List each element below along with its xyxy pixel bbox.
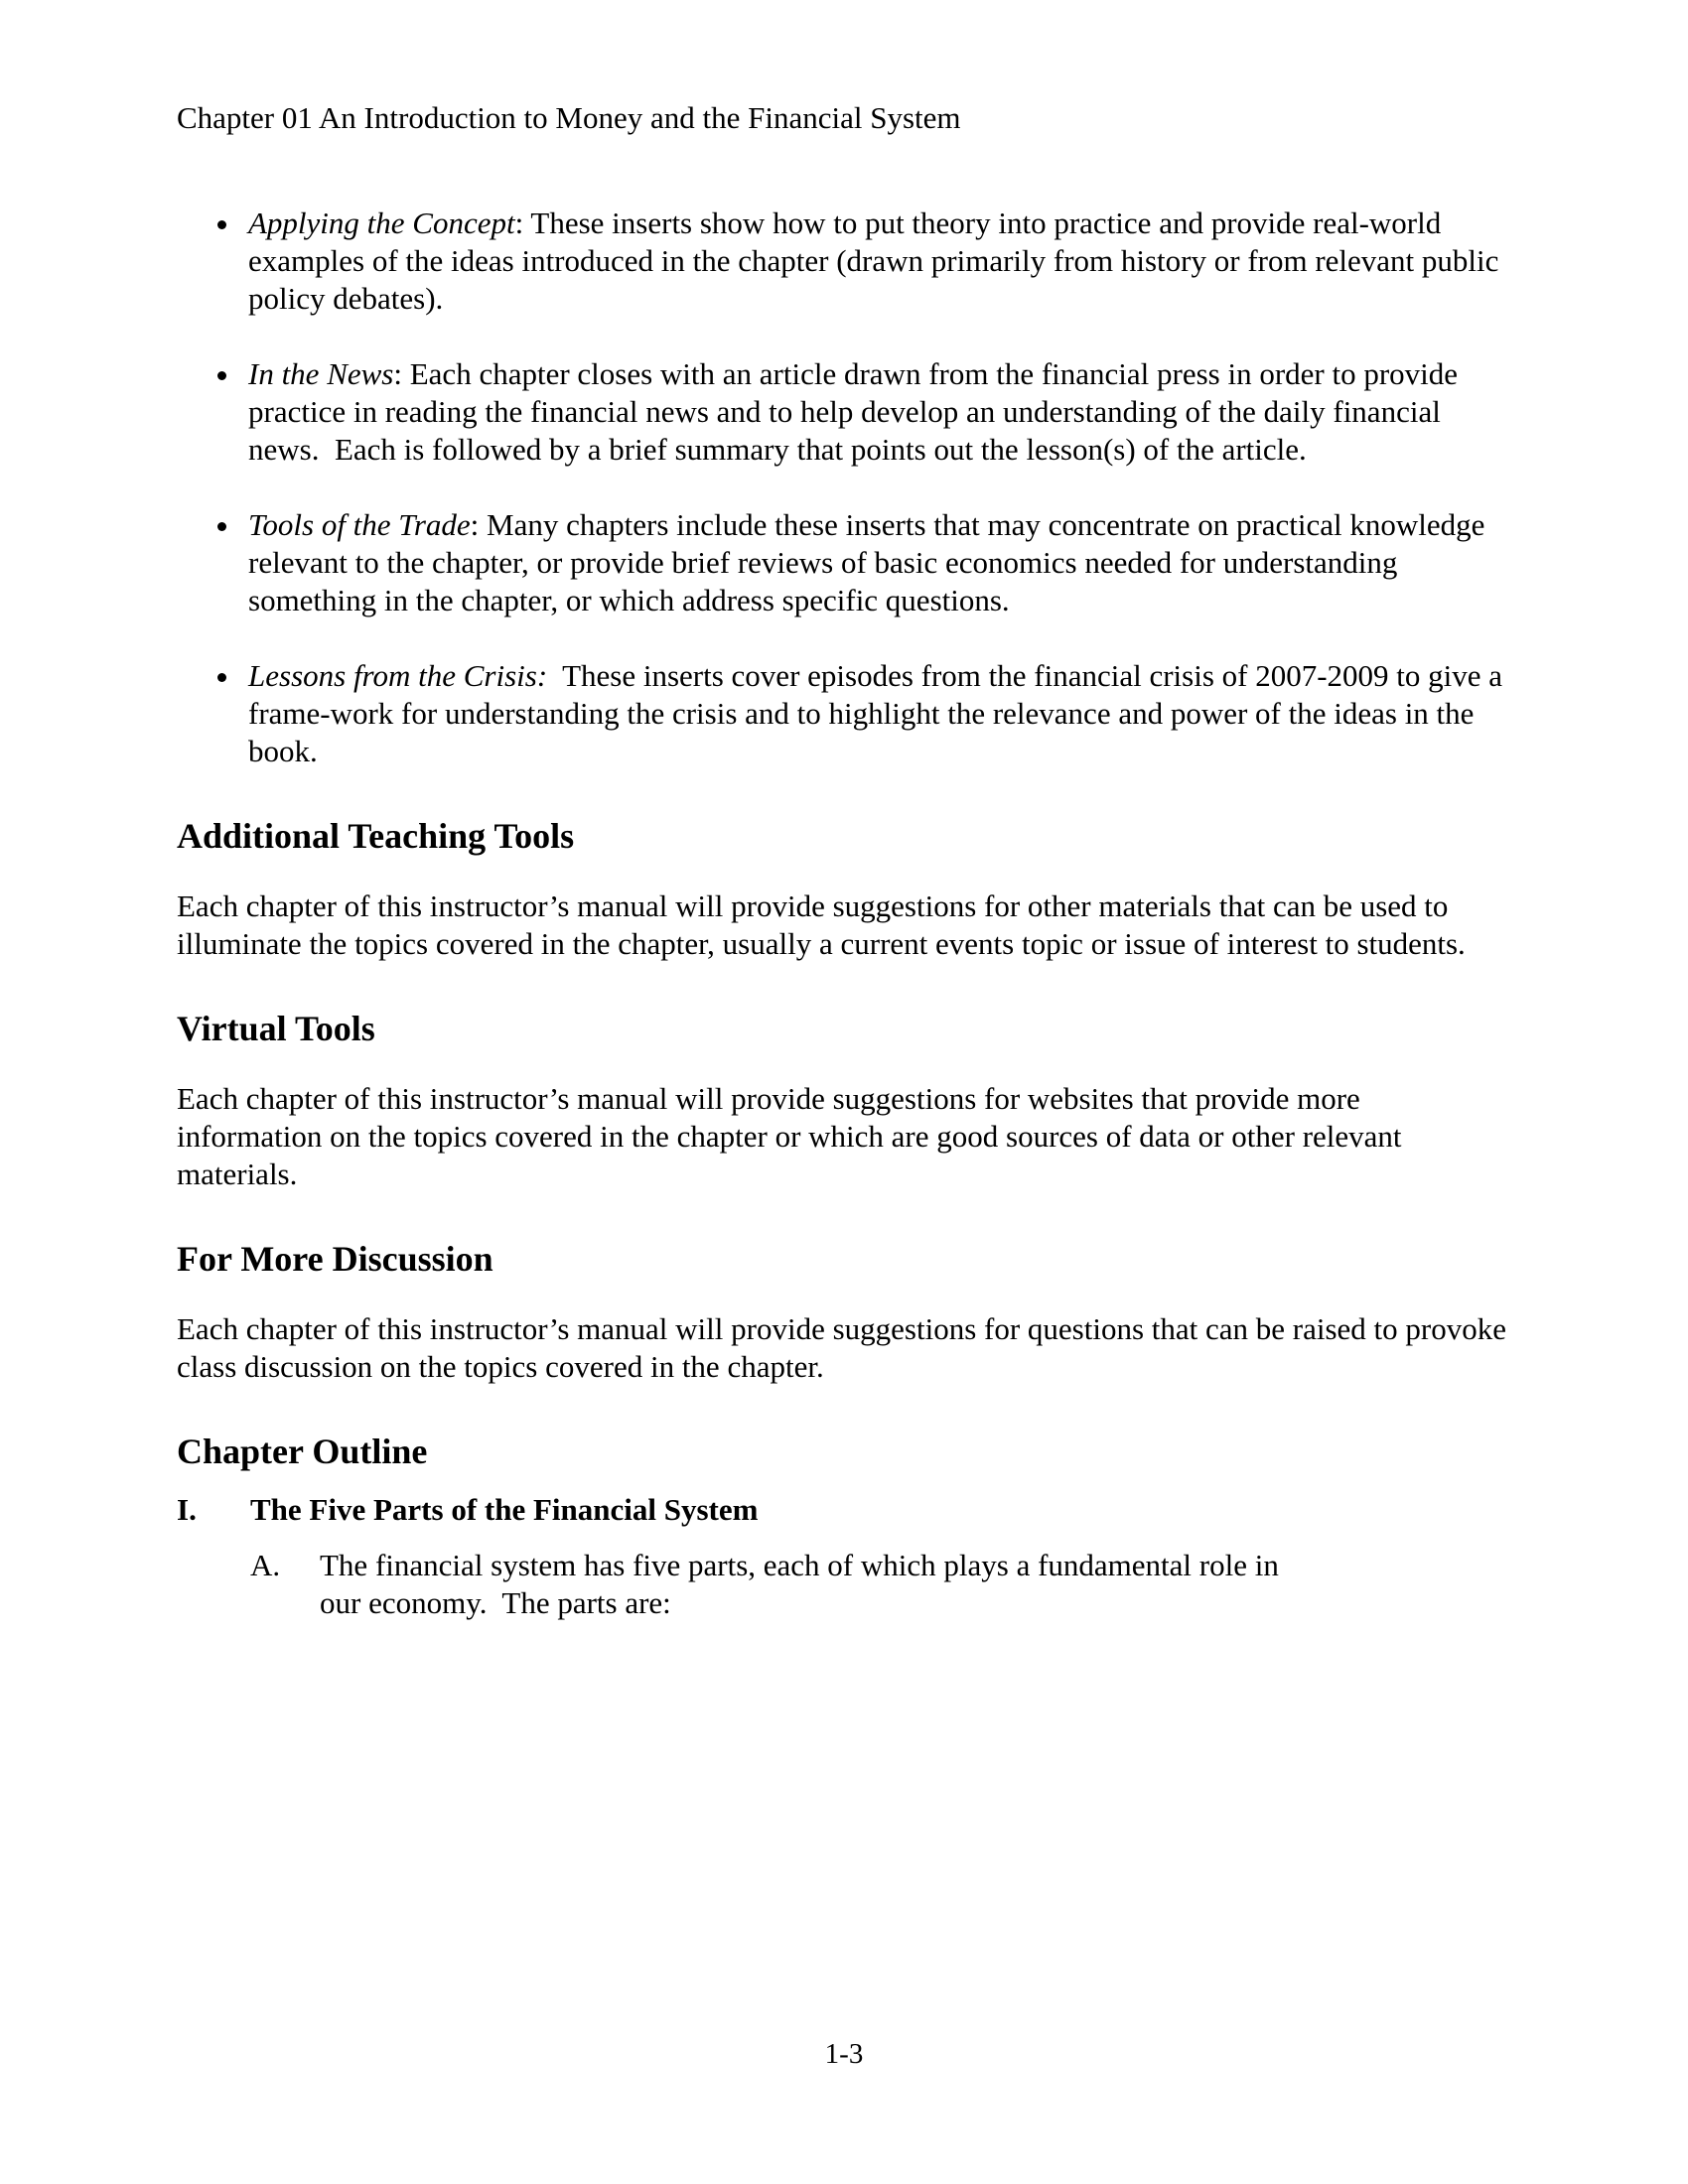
bullet-text: : Many chapters include these inserts that may concentrate on practical knowledge relevant to the chapter, or provide brief reviews of basic economics needed for understanding something in the chapter, or which address specific questions. [248, 507, 1493, 617]
bullet-term: Lessons from the Crisis: [248, 658, 548, 693]
page-number: 1-3 [824, 2038, 864, 2070]
outline-level1-text: The Five Parts of the Financial System [250, 1492, 759, 1527]
section-chapter-outline [177, 1430, 1507, 1622]
bullet-text: These inserts cover episodes from the financial crisis of 2007-2009 to give a frame-work for understanding the crisis and to highlight the relevance and power of the ideas in the book. [248, 658, 1510, 768]
outline-item-level2 [250, 1547, 1507, 1622]
bullet-term: Applying the Concept [248, 205, 515, 240]
section-paragraph: Each chapter of this instructor’s manual will provide suggestions for other materials that can be used to illuminate the topics covered in the chapter, usually a current events topic or issue of interest to students. [177, 888, 1466, 961]
insert-types-list [177, 205, 1510, 770]
section-heading: Additional Teaching Tools [177, 816, 575, 856]
bullet-item-applying-the-concept [242, 205, 1507, 318]
running-header: Chapter 01 An Introduction to Money and the Financial System [177, 100, 961, 135]
bullet-term: Tools of the Trade [248, 507, 471, 542]
bullet-text: : Each chapter closes with an article drawn from the financial press in order to provide practice in reading the financial news and to help develop an understanding of the daily financial news. Each is followed by a brief summary that points out the lesson(s) of the article. [248, 356, 1466, 467]
bullet-item-lessons-from-the-crisis [242, 657, 1510, 770]
bullet-item-tools-of-the-trade [242, 506, 1507, 619]
bullet-text: : These inserts show how to put theory into practice and provide real-world examples of the ideas introduced in the chapter (drawn primarily from history or from relevant public policy debates). [248, 205, 1507, 316]
outline-level2-label: A. [250, 1548, 281, 1582]
section-paragraph: Each chapter of this instructor’s manual will provide suggestions for questions that can be raised to provoke class discussion on the topics covered in the chapter. [177, 1311, 1514, 1384]
section-heading: For More Discussion [177, 1239, 493, 1279]
outline-item-level1 [177, 1491, 1507, 1529]
section-heading: Virtual Tools [177, 1009, 375, 1048]
section-paragraph: Each chapter of this instructor’s manual will provide suggestions for websites that provide more information on the topics covered in the chapter or which are good sources of data or other relevant materials. [177, 1081, 1410, 1191]
outline-level1-label: I. [177, 1492, 197, 1527]
section-virtual-tools [177, 1007, 1507, 1193]
section-for-more-discussion [177, 1237, 1514, 1386]
outline-level2-text: The financial system has five parts, each of which plays a fundamental role in our economy. The parts are: [320, 1548, 1287, 1620]
bullet-item-in-the-news [242, 355, 1507, 469]
bullet-term: In the News [248, 356, 394, 391]
outline-heading: Chapter Outline [177, 1432, 428, 1471]
section-additional-teaching-tools [177, 814, 1507, 963]
